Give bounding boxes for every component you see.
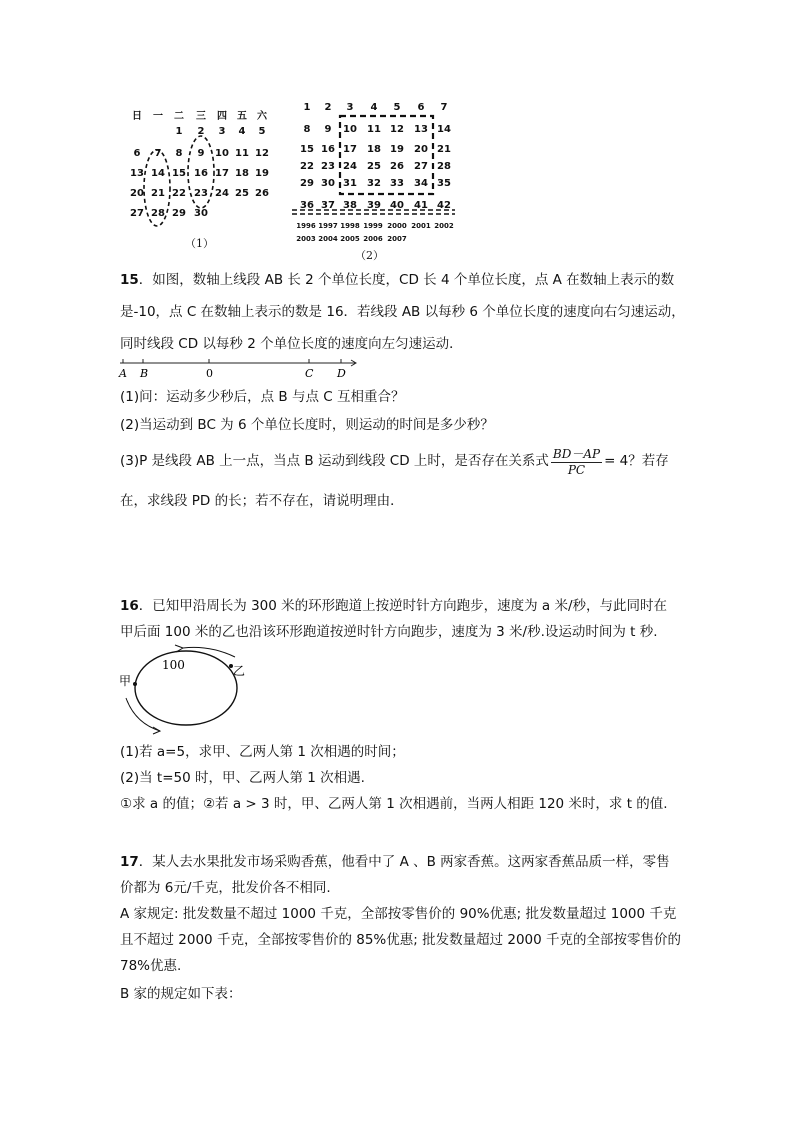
grid-number: 40 [390, 200, 404, 211]
year-label: 2001 [411, 222, 431, 230]
calendar-day: 30 [194, 208, 208, 219]
q17-line2: 价都为 6元/千克，批发价各不相同. [120, 880, 331, 896]
year-label: 2005 [340, 235, 360, 243]
grid-number: 36 [300, 200, 314, 211]
calendar-day: 17 [215, 168, 229, 179]
q16-text1: ．已知甲沿周长为 300 米的环形跑道上按逆时针方向跑步，速度为 a 米/秒，与此同时在 [138, 598, 668, 614]
q15-line3: 同时线段 CD 以每秒 2 个单位长度的速度向左匀速运动． [120, 336, 463, 352]
calendar-day: 9 [197, 148, 205, 159]
label-d: D [337, 367, 346, 380]
fraction-numerator: BD－AP [552, 447, 601, 461]
grid-number: 26 [390, 161, 404, 172]
grid-number: 34 [414, 178, 428, 189]
year-label: 2000 [387, 222, 407, 230]
q15-part3-eq: = 4？若存 [604, 453, 669, 469]
figure2-caption: （2） [355, 249, 384, 262]
distance-100: 100 [162, 658, 185, 672]
arrow-bottom-head [153, 727, 160, 734]
weekday-header: 六 [257, 111, 267, 122]
grid-number: 5 [393, 102, 401, 113]
label-c: C [305, 367, 314, 380]
label-a: A [119, 367, 127, 380]
grid-number: 14 [437, 124, 451, 135]
year-label: 1997 [318, 222, 338, 230]
q17-line3: A 家规定: 批发数量不超过 1000 千克，全部按零售价的 90%优惠; 批发数量超过 1000 千克 [120, 906, 677, 922]
figure1-caption: （1） [185, 237, 214, 250]
grid-number: 6 [417, 102, 425, 113]
calendar-day: 14 [151, 168, 165, 179]
grid-number: 20 [414, 144, 428, 155]
year-label: 2006 [363, 235, 383, 243]
year-label: 2007 [387, 235, 407, 243]
grid-number: 21 [437, 144, 451, 155]
calendar-day: 7 [154, 148, 162, 159]
grid-number: 31 [343, 178, 357, 189]
calendar-day: 10 [215, 148, 229, 159]
grid-number: 3 [346, 102, 354, 113]
q15-line1 [120, 268, 674, 288]
q15-line2: 是-10，点 C 在数轴上表示的数是 16．若线段 AB 以每秒 6 个单位长度的速度向右匀速运动， [120, 304, 685, 320]
grid-number: 37 [321, 200, 335, 211]
q15-part1: (1)问：运动多少秒后，点 B 与点 C 互相重合？ [120, 389, 405, 405]
q17-text1: ．某人去水果批发市场采购香蕉，他看中了 A 、B 两家香蕉。这两家香蕉品质一样，零售 [138, 854, 670, 870]
q17-line5: 78%优惠. [120, 958, 182, 974]
weekday-header: 一 [153, 111, 163, 122]
grid-number: 24 [343, 161, 357, 172]
grid-number: 33 [390, 178, 404, 189]
calendar-day: 21 [151, 188, 165, 199]
weekday-header: 五 [237, 111, 247, 122]
q15-number: 15 [120, 272, 139, 288]
number-line [115, 357, 365, 381]
weekday-header: 日 [132, 111, 142, 122]
grid-number: 29 [300, 178, 314, 189]
calendar-day: 19 [255, 168, 269, 179]
weekday-header: 四 [217, 111, 227, 122]
grid-number: 27 [414, 161, 428, 172]
weekday-header: 三 [196, 111, 206, 122]
grid-number: 38 [343, 200, 357, 211]
grid-number: 10 [343, 124, 357, 135]
calendar-day: 13 [130, 168, 144, 179]
calendar-day: 29 [172, 208, 186, 219]
grid-number: 15 [300, 144, 314, 155]
label-zero: 0 [206, 367, 213, 380]
grid-number: 25 [367, 161, 381, 172]
calendar-day: 20 [130, 188, 144, 199]
calendar-day: 6 [133, 148, 141, 159]
q15-part3 [120, 445, 669, 477]
q16-line2: 甲后面 100 米的乙也沿该环形跑道按逆时针方向跑步，速度为 3 米/秒.设运动时间为 t 秒. [120, 624, 658, 640]
grid-number: 42 [437, 200, 451, 211]
weekday-header: 二 [174, 111, 184, 122]
calendar-day: 8 [175, 148, 183, 159]
year-label: 1996 [296, 222, 316, 230]
grid-number: 4 [370, 102, 378, 113]
grid-number: 22 [300, 161, 314, 172]
q17-number: 17 [120, 854, 139, 870]
calendar-day: 28 [151, 208, 165, 219]
calendar-day: 23 [194, 188, 208, 199]
grid-number: 8 [303, 124, 311, 135]
q16-number: 16 [120, 598, 139, 614]
point-jia [133, 682, 137, 686]
q15-fraction [551, 445, 602, 477]
year-label: 1998 [340, 222, 360, 230]
calendar-day: 11 [235, 148, 249, 159]
grid-number: 23 [321, 161, 335, 172]
calendar-figures-svg [0, 95, 794, 265]
grid-number: 2 [324, 102, 332, 113]
calendar-day: 12 [255, 148, 269, 159]
label-jia: 甲 [119, 674, 132, 688]
calendar-figures [0, 95, 794, 265]
year-label: 2002 [434, 222, 454, 230]
label-yi: 乙 [233, 664, 246, 678]
grid-number: 7 [440, 102, 448, 113]
arrow-bottom [126, 698, 160, 731]
calendar-day: 24 [215, 188, 229, 199]
calendar-day: 5 [258, 126, 266, 137]
track-ellipse [135, 651, 237, 725]
q17-line1 [120, 850, 670, 870]
calendar-day: 26 [255, 188, 269, 199]
fraction-denominator: PC [567, 463, 586, 477]
q15-part2: (2)当运动到 BC 为 6 个单位长度时，则运动的时间是多少秒？ [120, 417, 494, 433]
q16-part3: ①求 a 的值；②若 a > 3 时，甲、乙两人第 1 次相遇前，当两人相距 120 米时，求 t 的值. [120, 796, 668, 812]
calendar-day: 15 [172, 168, 186, 179]
year-label: 2004 [318, 235, 338, 243]
grid-number: 17 [343, 144, 357, 155]
q17-line4: 且不超过 2000 千克，全部按零售价的 85%优惠; 批发数量超过 2000 千克的全部按零售价的 [120, 932, 682, 948]
q15-part3-cont: 在，求线段 PD 的长；若不存在，请说明理由． [120, 493, 404, 509]
grid-number: 35 [437, 178, 451, 189]
grid-number: 28 [437, 161, 451, 172]
calendar-day: 18 [235, 168, 249, 179]
calendar-day: 3 [218, 126, 226, 137]
calendar-day: 16 [194, 168, 208, 179]
q16-part2: (2)当 t=50 时，甲、乙两人第 1 次相遇. [120, 770, 365, 786]
grid-number: 13 [414, 124, 428, 135]
grid-number: 41 [414, 200, 428, 211]
grid-number: 11 [367, 124, 381, 135]
q17-line6: B 家的规定如下表： [120, 986, 242, 1002]
calendar-day: 4 [238, 126, 246, 137]
track-figure [115, 643, 265, 735]
grid-number: 9 [324, 124, 332, 135]
grid-number: 16 [321, 144, 335, 155]
label-b: B [140, 367, 149, 380]
q15-part3-text: (3)P 是线段 AB 上一点，当点 B 运动到线段 CD 上时，是否存在关系式 [120, 453, 549, 469]
calendar-day: 22 [172, 188, 186, 199]
grid-number: 39 [367, 200, 381, 211]
year-label: 2003 [296, 235, 316, 243]
grid-number: 12 [390, 124, 404, 135]
q16-line1 [120, 594, 667, 614]
grid-number: 32 [367, 178, 381, 189]
grid-number: 18 [367, 144, 381, 155]
calendar-day: 25 [235, 188, 249, 199]
year-label: 1999 [363, 222, 383, 230]
q16-part1: (1)若 a=5，求甲、乙两人第 1 次相遇的时间； [120, 744, 405, 760]
grid-number: 19 [390, 144, 404, 155]
calendar-day: 27 [130, 208, 144, 219]
calendar-day: 1 [175, 126, 183, 137]
q15-text1: ．如图，数轴上线段 AB 长 2 个单位长度，CD 长 4 个单位长度，点 A 在数轴上表示的数 [138, 272, 675, 288]
calendar-day: 2 [197, 126, 205, 137]
grid-number: 30 [321, 178, 335, 189]
grid-number: 1 [303, 102, 311, 113]
